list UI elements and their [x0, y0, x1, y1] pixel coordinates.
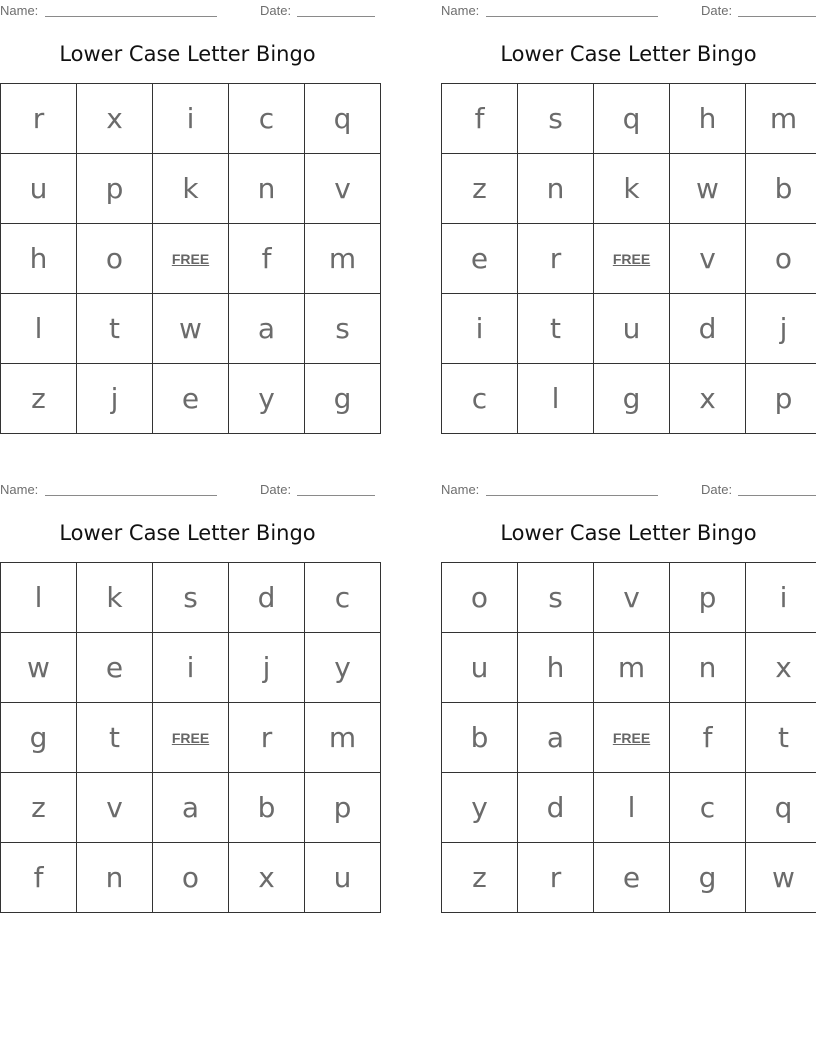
letter-cell: u: [305, 843, 381, 913]
name-label: Name:: [0, 482, 39, 497]
letter-cell: m: [305, 703, 381, 773]
letter-cell: p: [746, 364, 816, 434]
letter-cell: l: [1, 563, 77, 633]
letter-cell: o: [77, 224, 153, 294]
date-label: Date:: [260, 3, 292, 18]
letter-cell: v: [670, 224, 746, 294]
grid-row: [442, 294, 816, 364]
letter-cell: j: [746, 294, 816, 364]
letter-cell: j: [229, 633, 305, 703]
grid-row: [1, 703, 381, 773]
bingo-grid: [0, 83, 381, 434]
free-space-cell: FREE: [594, 703, 670, 773]
date-label: Date:: [260, 482, 292, 497]
letter-cell: b: [229, 773, 305, 843]
letter-cell: q: [305, 84, 381, 154]
letter-cell: g: [1, 703, 77, 773]
letter-cell: y: [305, 633, 381, 703]
letter-cell: d: [670, 294, 746, 364]
name-label: Name:: [441, 3, 480, 18]
free-space-cell: FREE: [153, 703, 229, 773]
grid-row: [1, 843, 381, 913]
grid-row: [442, 224, 816, 294]
letter-cell: h: [1, 224, 77, 294]
date-blank-line: [738, 16, 816, 17]
name-blank-line: [45, 16, 217, 17]
letter-cell: k: [594, 154, 670, 224]
letter-cell: w: [1, 633, 77, 703]
letter-cell: g: [305, 364, 381, 434]
letter-cell: u: [594, 294, 670, 364]
free-space-cell: FREE: [594, 224, 670, 294]
letter-cell: m: [746, 84, 816, 154]
letter-cell: k: [153, 154, 229, 224]
letter-cell: f: [670, 703, 746, 773]
grid-row: [1, 154, 381, 224]
date-label: Date:: [701, 3, 733, 18]
letter-cell: a: [229, 294, 305, 364]
letter-cell: v: [305, 154, 381, 224]
letter-cell: s: [153, 563, 229, 633]
name-blank-line: [486, 16, 658, 17]
letter-cell: g: [594, 364, 670, 434]
letter-cell: n: [77, 843, 153, 913]
letter-cell: e: [77, 633, 153, 703]
free-space-cell: FREE: [153, 224, 229, 294]
letter-cell: f: [1, 843, 77, 913]
name-blank-line: [45, 495, 217, 496]
letter-cell: w: [153, 294, 229, 364]
grid-row: [1, 633, 381, 703]
letter-cell: i: [153, 633, 229, 703]
letter-cell: p: [77, 154, 153, 224]
bingo-grid: [441, 562, 816, 913]
letter-cell: r: [229, 703, 305, 773]
letter-cell: p: [670, 563, 746, 633]
letter-cell: i: [442, 294, 518, 364]
bingo-card-4: [441, 479, 816, 894]
grid-row: [1, 364, 381, 434]
letter-cell: c: [305, 563, 381, 633]
name-blank-line: [486, 495, 658, 496]
card-title: Lower Case Letter Bingo: [59, 521, 316, 545]
letter-cell: l: [518, 364, 594, 434]
letter-cell: s: [518, 84, 594, 154]
letter-cell: t: [518, 294, 594, 364]
grid-row: [442, 364, 816, 434]
date-blank-line: [297, 495, 375, 496]
grid-row: [442, 84, 816, 154]
letter-cell: u: [442, 633, 518, 703]
card-title: Lower Case Letter Bingo: [500, 521, 757, 545]
letter-cell: r: [518, 843, 594, 913]
letter-cell: v: [594, 563, 670, 633]
letter-cell: f: [229, 224, 305, 294]
card-title: Lower Case Letter Bingo: [500, 42, 757, 66]
letter-cell: g: [670, 843, 746, 913]
letter-cell: r: [1, 84, 77, 154]
letter-cell: l: [594, 773, 670, 843]
letter-cell: z: [442, 843, 518, 913]
letter-cell: r: [518, 224, 594, 294]
letter-cell: s: [518, 563, 594, 633]
letter-cell: o: [153, 843, 229, 913]
letter-cell: m: [594, 633, 670, 703]
letter-cell: w: [746, 843, 816, 913]
letter-cell: v: [77, 773, 153, 843]
letter-cell: d: [518, 773, 594, 843]
letter-cell: c: [442, 364, 518, 434]
bingo-grid: [441, 83, 816, 434]
card-header: [441, 0, 816, 22]
letter-cell: i: [153, 84, 229, 154]
letter-cell: d: [229, 563, 305, 633]
letter-cell: n: [518, 154, 594, 224]
grid-row: [442, 154, 816, 224]
letter-cell: p: [305, 773, 381, 843]
grid-row: [1, 563, 381, 633]
bingo-card-2: [441, 0, 816, 415]
letter-cell: t: [746, 703, 816, 773]
letter-cell: q: [594, 84, 670, 154]
letter-cell: e: [594, 843, 670, 913]
letter-cell: k: [77, 563, 153, 633]
letter-cell: z: [1, 773, 77, 843]
letter-cell: x: [77, 84, 153, 154]
bingo-grid: [0, 562, 381, 913]
letter-cell: t: [77, 703, 153, 773]
letter-cell: l: [1, 294, 77, 364]
card-header: [0, 0, 375, 22]
letter-cell: o: [442, 563, 518, 633]
letter-cell: b: [746, 154, 816, 224]
letter-cell: z: [1, 364, 77, 434]
letter-cell: i: [746, 563, 816, 633]
letter-cell: b: [442, 703, 518, 773]
letter-cell: c: [229, 84, 305, 154]
grid-row: [442, 563, 816, 633]
letter-cell: q: [746, 773, 816, 843]
letter-cell: n: [670, 633, 746, 703]
letter-cell: w: [670, 154, 746, 224]
letter-cell: u: [1, 154, 77, 224]
grid-row: [442, 703, 816, 773]
letter-cell: t: [77, 294, 153, 364]
letter-cell: o: [746, 224, 816, 294]
letter-cell: y: [442, 773, 518, 843]
letter-cell: x: [670, 364, 746, 434]
bingo-card-1: [0, 0, 375, 415]
grid-row: [1, 84, 381, 154]
letter-cell: n: [229, 154, 305, 224]
letter-cell: z: [442, 154, 518, 224]
grid-row: [442, 633, 816, 703]
grid-row: [442, 773, 816, 843]
card-header: [0, 479, 375, 501]
grid-row: [442, 843, 816, 913]
letter-cell: a: [518, 703, 594, 773]
letter-cell: h: [670, 84, 746, 154]
card-title: Lower Case Letter Bingo: [59, 42, 316, 66]
letter-cell: a: [153, 773, 229, 843]
grid-row: [1, 773, 381, 843]
letter-cell: c: [670, 773, 746, 843]
letter-cell: m: [305, 224, 381, 294]
date-blank-line: [738, 495, 816, 496]
letter-cell: y: [229, 364, 305, 434]
letter-cell: e: [442, 224, 518, 294]
bingo-card-3: [0, 479, 375, 894]
card-header: [441, 479, 816, 501]
letter-cell: j: [77, 364, 153, 434]
grid-row: [1, 294, 381, 364]
letter-cell: s: [305, 294, 381, 364]
letter-cell: x: [746, 633, 816, 703]
letter-cell: f: [442, 84, 518, 154]
date-label: Date:: [701, 482, 733, 497]
letter-cell: x: [229, 843, 305, 913]
letter-cell: h: [518, 633, 594, 703]
date-blank-line: [297, 16, 375, 17]
name-label: Name:: [0, 3, 39, 18]
name-label: Name:: [441, 482, 480, 497]
letter-cell: e: [153, 364, 229, 434]
grid-row: [1, 224, 381, 294]
